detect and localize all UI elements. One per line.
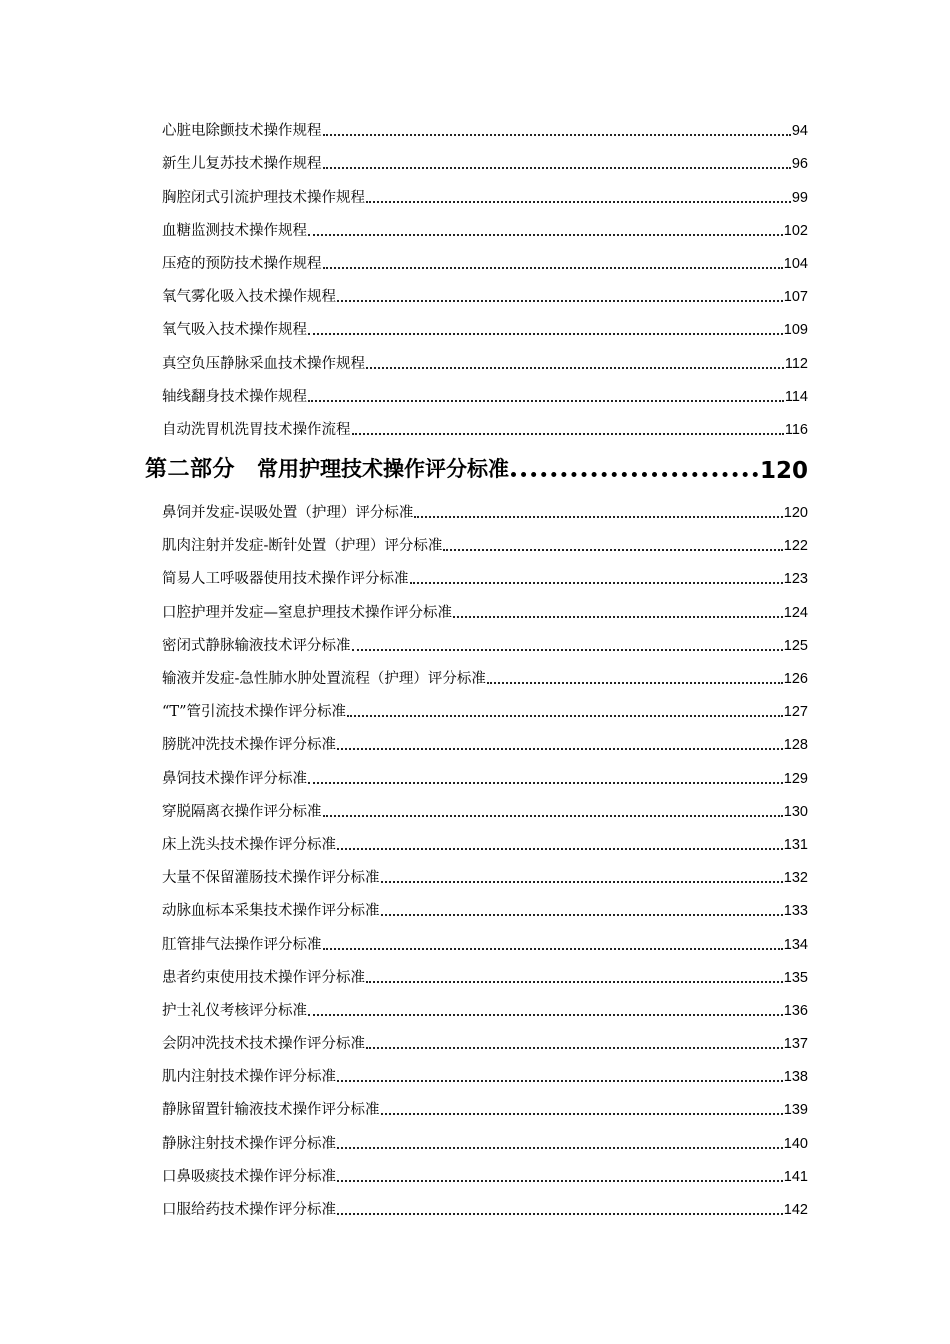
toc-entry[interactable]	[145, 1056, 808, 1089]
toc-entry[interactable]	[145, 1156, 808, 1189]
toc-entry[interactable]	[145, 110, 808, 143]
dot-leader	[414, 516, 782, 518]
toc-entry-title: 动脉血标本采集技术操作评分标准	[162, 903, 380, 920]
toc-entry-title: 鼻饲并发症-误吸处置（护理）评分标准	[162, 505, 414, 522]
dot-leader	[308, 333, 783, 335]
dot-leader	[323, 134, 791, 136]
toc-entry-title: 血糖监测技术操作规程	[162, 222, 307, 239]
toc-entry-page-number: 116	[784, 421, 808, 438]
toc-entry[interactable]	[145, 625, 808, 658]
toc-entry[interactable]	[145, 923, 808, 956]
toc-entry[interactable]	[145, 342, 808, 375]
toc-entry[interactable]	[145, 890, 808, 923]
dot-leader	[381, 881, 783, 883]
toc-entry-page-number: 131	[783, 836, 808, 853]
dot-leader	[337, 748, 783, 750]
toc-entry-title: “T”管引流技术操作评分标准	[162, 704, 346, 721]
toc-entry[interactable]	[145, 857, 808, 890]
toc-entry[interactable]	[145, 591, 808, 624]
toc-entry-page-number: 137	[783, 1036, 808, 1053]
toc-entry-title: 静脉注射技术操作评分标准	[162, 1135, 336, 1152]
toc-entry-page-number: 138	[783, 1069, 808, 1086]
toc-entry-title: 患者约束使用技术操作评分标准	[162, 969, 365, 986]
dot-leader	[308, 1014, 783, 1016]
toc-entry[interactable]	[145, 243, 808, 276]
dot-leader	[337, 1180, 783, 1182]
toc-entry-page-number: 139	[783, 1102, 808, 1119]
toc-entry-page-number: 135	[783, 969, 808, 986]
part-page-number: 120	[759, 457, 808, 484]
toc-entry[interactable]	[145, 558, 808, 591]
toc-entry-title: 轴线翻身技术操作规程	[162, 388, 307, 405]
dot-leader	[337, 1147, 783, 1149]
dot-leader	[443, 549, 782, 551]
toc-entry-page-number: 124	[783, 604, 808, 621]
toc-group-part1	[145, 110, 808, 442]
dot-leader	[410, 582, 783, 584]
dot-leader	[337, 300, 783, 302]
part-title: 常用护理技术操作评分标准	[257, 456, 510, 481]
dot-leader	[381, 1113, 783, 1115]
dot-leader	[308, 400, 784, 402]
toc-entry-title: 简易人工呼吸器使用技术操作评分标准	[162, 571, 409, 588]
toc-entry-page-number: 99	[791, 189, 808, 206]
toc-entry-title: 自动洗胃机洗胃技术操作流程	[162, 421, 351, 438]
toc-entry[interactable]	[145, 724, 808, 757]
toc-entry-page-number: 134	[783, 936, 808, 953]
toc-entry[interactable]	[145, 376, 808, 409]
dot-leader	[323, 167, 791, 169]
toc-entry[interactable]	[145, 824, 808, 857]
toc-entry[interactable]	[145, 791, 808, 824]
toc-entry-page-number: 136	[783, 1002, 808, 1019]
dot-leader	[381, 914, 783, 916]
toc-entry-title: 氧气吸入技术操作规程	[162, 322, 307, 339]
toc-entry[interactable]	[145, 176, 808, 209]
toc-entry-page-number: 130	[783, 803, 808, 820]
toc-entry-page-number: 104	[783, 255, 808, 272]
dot-leader	[337, 848, 783, 850]
dot-leader	[352, 649, 783, 651]
toc-entry-title: 胸腔闭式引流护理技术操作规程	[162, 189, 365, 206]
toc-entry[interactable]	[145, 1122, 808, 1155]
toc-entry[interactable]	[145, 409, 808, 442]
toc-entry-title: 口服给药技术操作评分标准	[162, 1202, 336, 1218]
dot-leader	[366, 201, 791, 203]
toc-entry-title: 会阴冲洗技术技术操作评分标准	[162, 1036, 365, 1053]
dot-leader	[366, 367, 784, 369]
toc-entry-page-number: 140	[783, 1135, 808, 1152]
toc-entry[interactable]	[145, 658, 808, 691]
toc-entry-page-number: 133	[783, 903, 808, 920]
toc-entry[interactable]	[145, 1089, 808, 1122]
dot-leader	[323, 948, 783, 950]
toc-entry[interactable]	[145, 492, 808, 525]
toc-entry-title: 穿脱隔离衣操作评分标准	[162, 803, 322, 820]
dot-leader	[337, 1213, 783, 1215]
toc-entry[interactable]	[145, 143, 808, 176]
toc-entry-title: 口鼻吸痰技术操作评分标准	[162, 1168, 336, 1185]
toc-entry[interactable]	[145, 525, 808, 558]
toc-entry-page-number: 125	[783, 637, 808, 654]
part-label: 第二部分	[145, 456, 236, 482]
dot-leader	[453, 616, 783, 618]
toc-entry-page-number: 127	[783, 704, 808, 721]
toc-entry-title: 新生儿复苏技术操作规程	[162, 156, 322, 173]
toc-entry-title: 密闭式静脉输液技术评分标准	[162, 637, 351, 654]
toc-entry[interactable]	[145, 757, 808, 790]
dot-leader	[308, 782, 783, 784]
toc-entry-title: 鼻饲技术操作评分标准	[162, 770, 307, 787]
toc-group-part2	[145, 492, 808, 1222]
dot-leader	[352, 433, 784, 435]
toc-entry-title: 护士礼仪考核评分标准	[162, 1002, 307, 1019]
toc-entry[interactable]	[145, 1189, 808, 1222]
toc-entry-title: 心脏电除颤技术操作规程	[162, 123, 322, 140]
toc-entry[interactable]	[145, 276, 808, 309]
toc-entry-title: 静脉留置针输液技术操作评分标准	[162, 1102, 380, 1119]
toc-entry[interactable]	[145, 691, 808, 724]
dot-leader	[323, 815, 783, 817]
dot-leader	[511, 472, 758, 477]
toc-entry-page-number: 123	[783, 571, 808, 588]
dot-leader	[323, 267, 783, 269]
toc-entry-page-number: 96	[791, 156, 808, 173]
toc-entry-page-number: 129	[783, 770, 808, 787]
toc-entry-title: 压疮的预防技术操作规程	[162, 255, 322, 272]
toc-entry-page-number: 109	[783, 322, 808, 339]
toc-entry[interactable]	[145, 957, 808, 990]
dot-leader	[308, 234, 783, 236]
toc-entry-title: 大量不保留灌肠技术操作评分标准	[162, 870, 380, 887]
dot-leader	[337, 1080, 783, 1082]
toc-entry-page-number: 141	[783, 1168, 808, 1185]
toc-entry-page-number: 112	[784, 355, 808, 372]
toc-part-heading[interactable]	[145, 442, 808, 486]
toc-entry-title: 口腔护理并发症—窒息护理技术操作评分标准	[162, 604, 452, 621]
toc-entry-title: 肌肉注射并发症-断针处置（护理）评分标准	[162, 538, 443, 555]
toc-entry-page-number: 94	[791, 123, 808, 140]
toc-entry-page-number: 128	[783, 737, 808, 754]
dot-leader	[366, 981, 783, 983]
toc-entry-title: 输液并发症-急性肺水肿处置流程（护理）评分标准	[162, 671, 486, 687]
toc-entry[interactable]	[145, 990, 808, 1023]
toc-entry[interactable]	[145, 210, 808, 243]
toc-entry-title: 真空负压静脉采血技术操作规程	[162, 355, 365, 372]
toc-entry-title: 肛管排气法操作评分标准	[162, 936, 322, 953]
toc-entry-page-number: 107	[783, 289, 808, 306]
toc-entry-page-number: 114	[784, 388, 808, 405]
toc-entry-page-number: 102	[783, 222, 808, 239]
toc-entry-title: 氧气雾化吸入技术操作规程	[162, 289, 336, 306]
toc-entry-title: 床上洗头技术操作评分标准	[162, 836, 336, 853]
toc-entry-page-number: 132	[783, 870, 808, 887]
table-of-contents	[145, 110, 808, 1222]
toc-entry-title: 肌内注射技术操作评分标准	[162, 1069, 336, 1086]
dot-leader	[347, 715, 783, 717]
dot-leader	[487, 682, 783, 684]
dot-leader	[366, 1047, 783, 1049]
toc-entry[interactable]	[145, 309, 808, 342]
toc-entry-title: 膀胱冲洗技术操作评分标准	[162, 737, 336, 754]
toc-entry-page-number: 122	[783, 538, 808, 555]
toc-entry-page-number: 126	[783, 671, 808, 687]
toc-entry-page-number: 120	[783, 505, 808, 522]
toc-entry-page-number: 142	[783, 1202, 808, 1218]
toc-entry[interactable]	[145, 1023, 808, 1056]
